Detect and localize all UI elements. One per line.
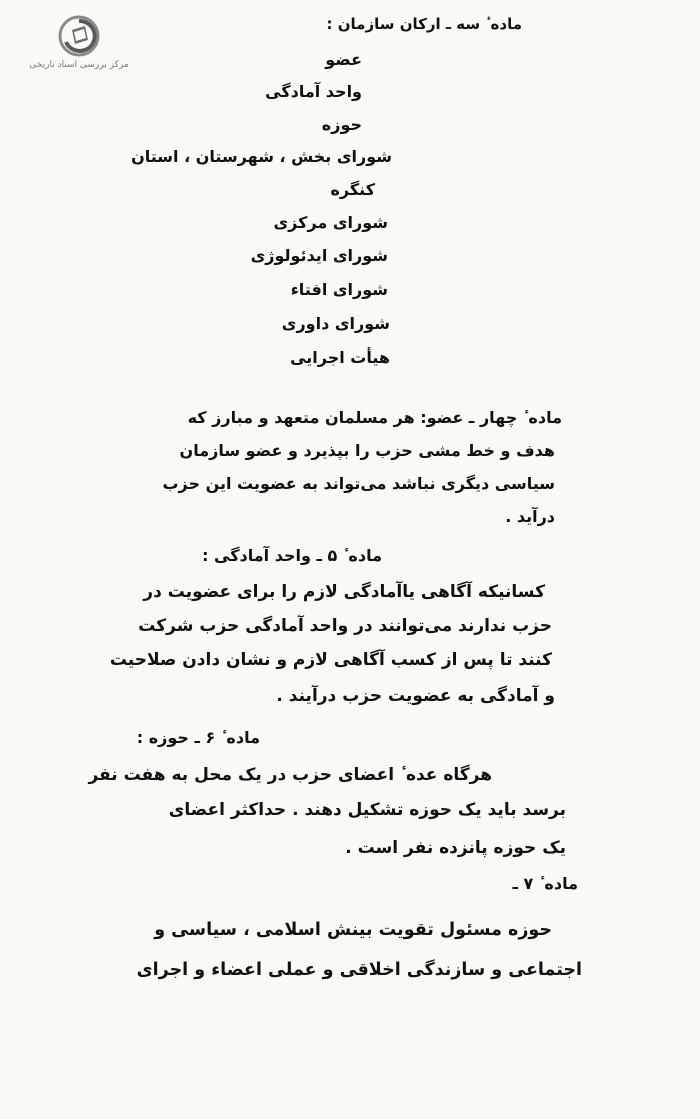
list-item: شورای داوری	[281, 314, 390, 333]
list-item: عضو	[325, 50, 362, 69]
paragraph-line: درآید .	[505, 507, 555, 526]
paragraph-line: حزب ندارند می‌توانند در واحد آمادگی حزب شرکت	[138, 616, 552, 636]
paragraph-line: کنند تا پس از کسب آگاهی لازم و نشان دادن صلاحیت	[109, 650, 552, 670]
article7-heading: ماده ٔ ۷ ـ	[512, 874, 578, 893]
archive-emblem-icon	[57, 14, 101, 58]
paragraph-line: اجتماعی و سازندگی اخلاقی و عملی اعضاء و اجرای	[136, 960, 582, 980]
list-item: کنگره	[330, 180, 375, 199]
paragraph-line: یک حوزه پانزده نفر است .	[345, 838, 566, 858]
list-item: هیأت اجرایی	[290, 348, 390, 367]
paragraph-line: سیاسی دیگری نباشد می‌تواند به عضویت این حزب	[162, 474, 555, 493]
paragraph-line: حوزه مسئول تقویت بینش اسلامی ، سیاسی و	[154, 920, 552, 940]
list-item: شورای افتاء	[290, 280, 388, 299]
list-item: شورای بخش ، شهرستان ، استان	[131, 147, 392, 166]
paragraph-line: ماده ٔ چهار ـ عضو: هر مسلمان متعهد و مبارز که	[187, 408, 562, 427]
list-item: شورای ایدئولوژی	[250, 246, 388, 265]
article6-heading: ماده ٔ ۶ ـ حوزه :	[136, 728, 260, 747]
paragraph-line: کسانیکه آگاهی یاآمادگی لازم را برای عضویت در	[143, 582, 545, 602]
paragraph-line: برسد باید یک حوزه تشکیل دهند . حداکثر اعضای	[168, 800, 566, 820]
list-item: شورای مرکزی	[273, 213, 388, 232]
list-item: واحد آمادگی	[265, 82, 362, 101]
article5-heading: ماده ٔ ۵ ـ واحد آمادگی :	[202, 546, 382, 565]
list-item: حوزه	[321, 115, 362, 134]
archive-logo	[14, 14, 144, 70]
paragraph-line: هرگاه عده ٔ اعضای حزب در یک محل به هفت نفر	[88, 765, 492, 785]
article3-heading: ماده ٔ سه ـ ارکان سازمان :	[326, 15, 522, 33]
paragraph-line: و آمادگی به عضویت حزب درآیند .	[276, 686, 555, 706]
logo-caption: مرکز بررسی اسناد تاریخی	[29, 60, 129, 70]
paragraph-line: هدف و خط مشی حزب را بپذیرد و عضو سازمان	[179, 441, 555, 460]
